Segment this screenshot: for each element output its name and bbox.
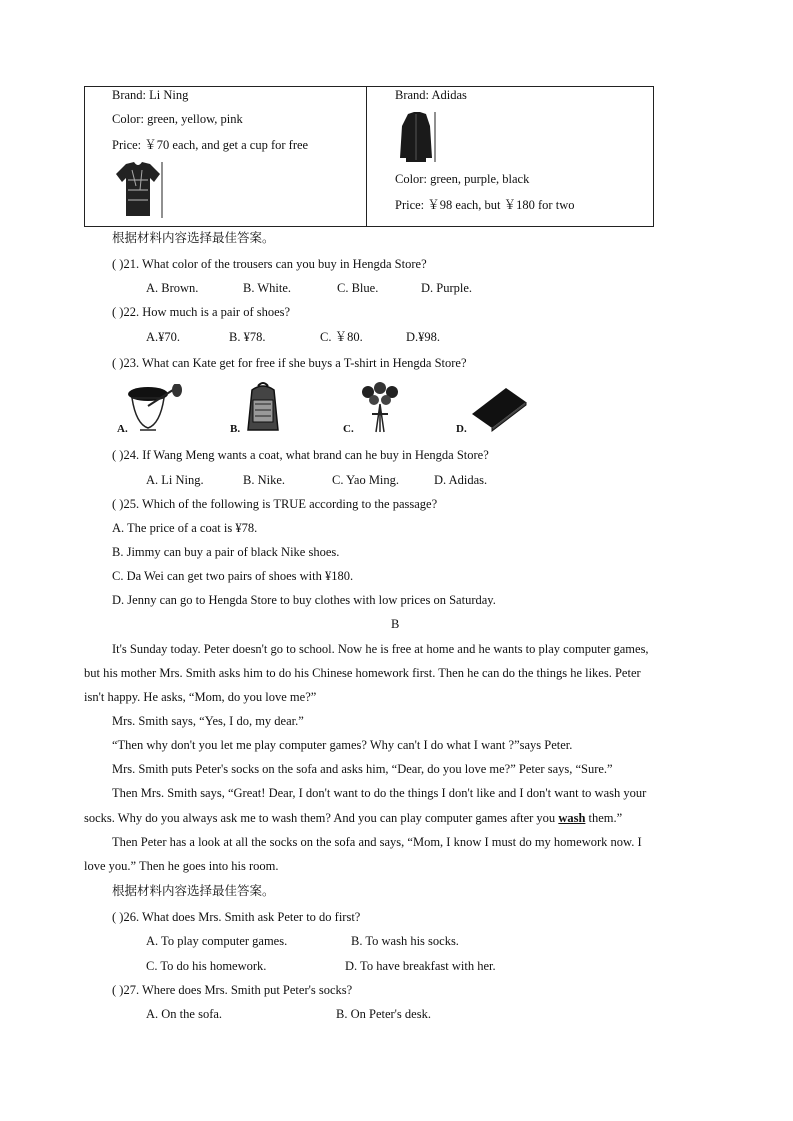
q21-option-d: D. Purple.	[421, 281, 473, 295]
q25-option-c: C. Da Wei can get two pairs of shoes with ¥180.	[112, 569, 354, 583]
backpack-image	[242, 382, 284, 434]
q22-stem: ( )22. How much is a pair of shoes?	[112, 305, 291, 319]
q21-option-b: B. White.	[243, 281, 292, 295]
passage-line-3: isn't happy. He asks, “Mom, do you love me?”	[84, 690, 317, 704]
q24-option-c: C. Yao Ming.	[332, 473, 400, 487]
flowers-image	[356, 382, 404, 434]
li-ning-brand: Brand: Li Ning	[112, 88, 189, 102]
li-ning-color: Color: green, yellow, pink	[112, 112, 243, 126]
q23-option-d: D.	[456, 423, 467, 435]
q27-stem: ( )27. Where does Mrs. Smith put Peter's socks?	[112, 983, 353, 997]
coat-image	[396, 110, 438, 164]
passage-line-7: Then Mrs. Smith says, “Great! Dear, I don't want to do the things I don't like and I don't want to wash your	[112, 786, 647, 800]
q25-option-d: D. Jenny can go to Hengda Store to buy clothes with low prices on Saturday.	[112, 593, 496, 607]
wash-word: wash	[558, 811, 586, 825]
q22-option-b: B. ¥78.	[229, 330, 266, 344]
q22-option-c: C. ￥80.	[320, 330, 363, 344]
passage-line-1: It's Sunday today. Peter doesn't go to school. Now he is free at home and he wants to play computer games,	[112, 642, 649, 656]
q23-stem: ( )23. What can Kate get for free if she buys a T-shirt in Hengda Store?	[112, 356, 467, 370]
section-b-instruction: 根据材料内容选择最佳答案。	[112, 884, 275, 898]
q26-stem: ( )26. What does Mrs. Smith ask Peter to do first?	[112, 910, 361, 924]
passage-line-2: but his mother Mrs. Smith asks him to do his Chinese homework first. Then he can do the things he likes. Peter	[84, 666, 641, 680]
q21-option-c: C. Blue.	[337, 281, 379, 295]
q23-option-a: A.	[117, 423, 128, 435]
adidas-brand: Brand: Adidas	[395, 88, 467, 102]
passage-line-5: “Then why don't you let me play computer games? Why can't I do what I want ?”says Peter.	[112, 738, 573, 752]
q24-option-d: D. Adidas.	[434, 473, 488, 487]
q23-option-b: B.	[230, 423, 241, 435]
q25-stem: ( )25. Which of the following is TRUE according to the passage?	[112, 497, 438, 511]
q25-option-b: B. Jimmy can buy a pair of black Nike shoes.	[112, 545, 340, 559]
passage-line-10: love you.” Then he goes into his room.	[84, 859, 279, 873]
passage-line-8-text: socks. Why do you always ask me to wash them? And you can play computer games after you	[84, 811, 559, 825]
q27-option-a: A. On the sofa.	[146, 1007, 223, 1021]
book-image	[470, 384, 528, 432]
q26-option-c: C. To do his homework.	[146, 959, 267, 973]
adidas-price: Price: ￥98 each, but ￥180 for two	[395, 198, 575, 212]
q21-option-a: A. Brown.	[146, 281, 199, 295]
passage-line-8-tail: them.”	[585, 811, 623, 825]
q23-option-c: C.	[343, 423, 354, 435]
q22-option-a: A.¥70.	[146, 330, 181, 344]
q26-option-d: D. To have breakfast with her.	[345, 959, 496, 973]
q24-option-b: B. Nike.	[243, 473, 286, 487]
table-divider	[366, 87, 367, 226]
q21-stem: ( )21. What color of the trousers can you buy in Hengda Store?	[112, 257, 427, 271]
adidas-color: Color: green, purple, black	[395, 172, 530, 186]
q26-option-b: B. To wash his socks.	[351, 934, 459, 948]
passage-line-9: Then Peter has a look at all the socks on the sofa and says, “Mom, I know I must do my homework now. I	[112, 835, 642, 849]
q24-option-a: A. Li Ning.	[146, 473, 204, 487]
passage-line-6: Mrs. Smith puts Peter's socks on the sofa and asks him, “Dear, do you love me?” Peter says, “Sure.”	[112, 762, 613, 776]
section-a-instruction: 根据材料内容选择最佳答案。	[112, 231, 275, 245]
q26-option-a: A. To play computer games.	[146, 934, 288, 948]
q25-option-a: A. The price of a coat is ¥78.	[112, 521, 258, 535]
passage-line-4: Mrs. Smith says, “Yes, I do, my dear.”	[112, 714, 304, 728]
section-b-title: B	[391, 617, 400, 631]
li-ning-price: Price: ￥70 each, and get a cup for free	[112, 138, 309, 152]
q22-option-d: D.¥98.	[406, 330, 441, 344]
q27-option-b: B. On Peter's desk.	[336, 1007, 431, 1021]
passage-line-8	[84, 812, 622, 825]
t-shirt-image	[112, 160, 164, 220]
q24-stem: ( )24. If Wang Meng wants a coat, what brand can he buy in Hengda Store?	[112, 448, 489, 462]
cup-image	[126, 384, 184, 434]
